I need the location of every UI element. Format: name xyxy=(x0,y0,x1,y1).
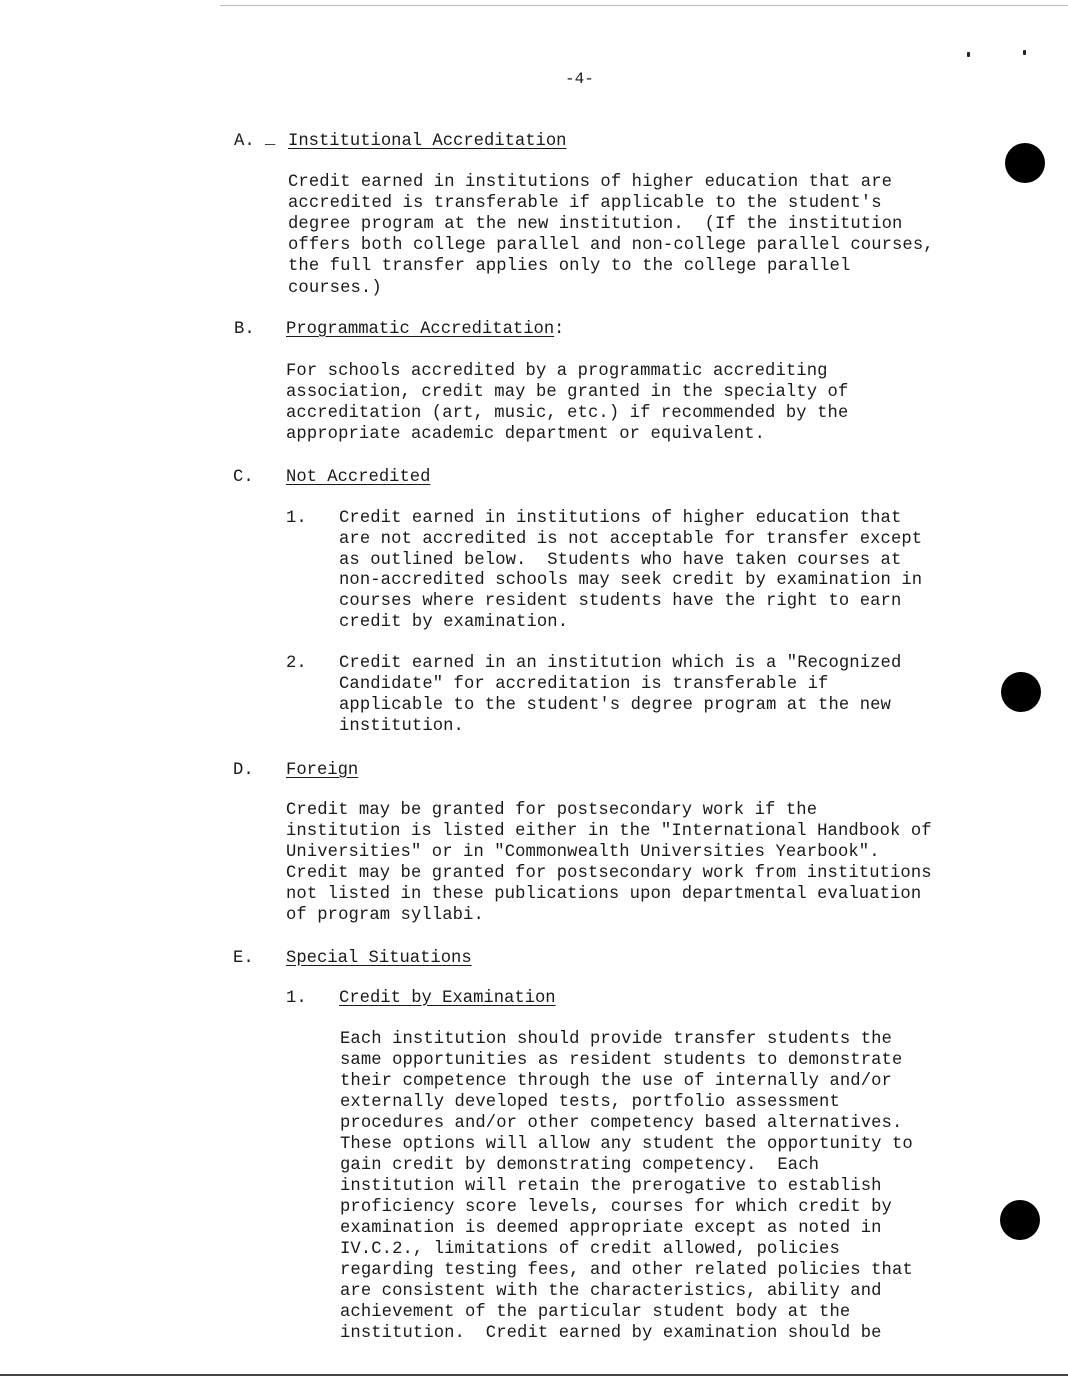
section-e-item-1-line: achievement of the particular student body at the xyxy=(340,1303,851,1322)
section-b-line: appropriate academic department or equivalent. xyxy=(286,425,766,444)
section-c-item-1-marker: 1. xyxy=(286,509,307,528)
section-a-line: offers both college parallel and non-college parallel courses, xyxy=(288,236,934,255)
section-c-item-2-line: applicable to the student's degree program at the new xyxy=(339,696,891,715)
section-e-item-1-marker: 1. xyxy=(286,989,307,1008)
section-a-line: accredited is transferable if applicable to the student's xyxy=(288,194,882,213)
page-number: -4- xyxy=(565,70,594,88)
punch-hole xyxy=(1000,1200,1040,1240)
section-c-item-2-line: institution. xyxy=(339,717,464,736)
punch-hole xyxy=(1001,672,1041,712)
section-c-item-1-line: Credit earned in institutions of higher education that xyxy=(339,509,902,528)
section-d-line: of program syllabi. xyxy=(286,906,484,925)
section-c-item-1-line: as outlined below. Students who have taken courses at xyxy=(339,551,902,570)
top-edge-rule xyxy=(220,5,1068,6)
section-e-heading: Special Situations xyxy=(286,949,472,968)
section-c-item-2-line: Candidate" for accreditation is transferable if xyxy=(339,675,829,694)
section-d-heading: Foreign xyxy=(286,761,359,780)
section-c-item-2-line: Credit earned in an institution which is a "Recognized xyxy=(339,654,902,673)
section-a-heading: Institutional Accreditation xyxy=(288,132,567,151)
section-e-item-1-line: their competence through the use of internally and/or xyxy=(340,1072,892,1091)
margin-speck xyxy=(967,52,970,57)
margin-speck xyxy=(1023,50,1026,55)
punch-hole xyxy=(1005,143,1045,183)
section-e-item-1-line: procedures and/or other competency based alternatives. xyxy=(340,1114,903,1133)
section-e-item-1-heading: Credit by Examination xyxy=(339,989,556,1008)
section-e-item-1-line: gain credit by demonstrating competency. Each xyxy=(340,1156,820,1175)
section-a-line: courses.) xyxy=(288,279,382,298)
section-d-marker: D. xyxy=(233,761,254,780)
section-b-line: association, credit may be granted in the specialty of xyxy=(286,383,849,402)
section-d-line: institution is listed either in the "International Handbook of xyxy=(286,822,932,841)
section-e-item-1-line: These options will allow any student the opportunity to xyxy=(340,1135,913,1154)
section-e-item-1-line: examination is deemed appropriate except as noted in xyxy=(340,1219,882,1238)
section-a-marker: A. xyxy=(234,132,255,151)
section-e-item-1-line: IV.C.2., limitations of credit allowed, policies xyxy=(340,1240,840,1259)
section-d-line: Credit may be granted for postsecondary work from institutions xyxy=(286,864,932,883)
section-a-dash: _ xyxy=(265,130,276,149)
section-c-item-1-line: credit by examination. xyxy=(339,613,569,632)
bottom-edge-rule xyxy=(0,1374,1068,1376)
section-e-item-1-line: externally developed tests, portfolio assessment xyxy=(340,1093,840,1112)
section-b-line: accreditation (art, music, etc.) if recommended by the xyxy=(286,404,849,423)
section-c-item-2-marker: 2. xyxy=(286,654,307,673)
section-e-item-1-line: Each institution should provide transfer students the xyxy=(340,1030,892,1049)
section-b-heading-suffix: : xyxy=(554,320,565,339)
section-e-item-1-line: proficiency score levels, courses for which credit by xyxy=(340,1198,892,1217)
section-b-heading: Programmatic Accreditation xyxy=(286,320,555,339)
section-e-marker: E. xyxy=(233,949,254,968)
section-d-line: not listed in these publications upon departmental evaluation xyxy=(286,885,922,904)
section-c-item-1-line: non-accredited schools may seek credit by examination in xyxy=(339,571,923,590)
section-c-heading: Not Accredited xyxy=(286,468,431,487)
section-c-marker: C. xyxy=(233,468,254,487)
section-a-line: degree program at the new institution. (If the institution xyxy=(288,215,903,234)
section-e-item-1-line: are consistent with the characteristics, ability and xyxy=(340,1282,882,1301)
section-b-marker: B. xyxy=(234,320,255,339)
section-a-line: the full transfer applies only to the college parallel xyxy=(288,257,851,276)
section-c-item-1-line: are not accredited is not acceptable for transfer except xyxy=(339,530,923,549)
section-e-item-1-line: institution will retain the prerogative to establish xyxy=(340,1177,882,1196)
section-e-item-1-line: institution. Credit earned by examination should be xyxy=(340,1324,882,1343)
section-d-line: Universities" or in "Commonwealth Universities Yearbook". xyxy=(286,843,880,862)
section-e-item-1-line: regarding testing fees, and other related policies that xyxy=(340,1261,913,1280)
section-d-line: Credit may be granted for postsecondary work if the xyxy=(286,801,818,820)
section-b-line: For schools accredited by a programmatic accrediting xyxy=(286,362,828,381)
section-c-item-1-line: courses where resident students have the right to earn xyxy=(339,592,902,611)
section-e-item-1-line: same opportunities as resident students to demonstrate xyxy=(340,1051,903,1070)
section-a-line: Credit earned in institutions of higher education that are xyxy=(288,173,893,192)
